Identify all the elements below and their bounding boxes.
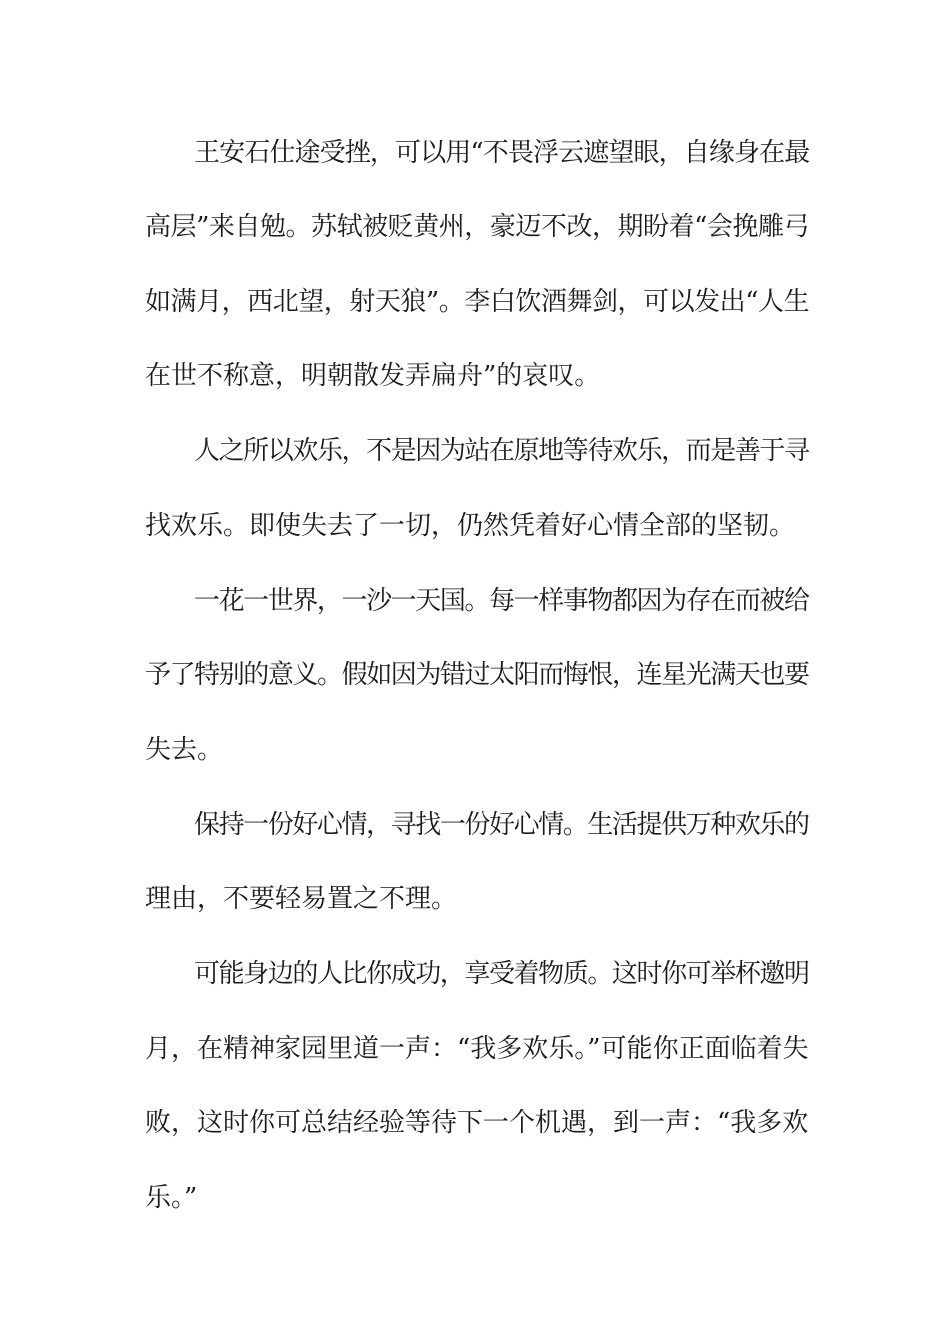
paragraph-2-line-2: 找欢乐。即使失去了一切，仍然凭着好心情全部的坚韧。 xyxy=(145,511,796,541)
paragraph-4-line-1: 保持一份好心情，寻找一份好心情。生活提供万种欢乐的 xyxy=(194,810,809,840)
paragraph-1-line-3: 如满月，西北望，射天狼”。李白饮酒舞剑，可以发出“人生 xyxy=(145,287,810,317)
paragraph-3-line-2: 予了特别的意义。假如因为错过太阳而悔恨，连星光满天也要 xyxy=(145,660,809,690)
paragraph-5-line-3: 败，这时你可总结经验等待下一个机遇，到一声：“我多欢 xyxy=(145,1108,809,1138)
paragraph-1-line-1: 王安石仕途受挫，可以用“不畏浮云遮望眼，自缘身在最 xyxy=(194,138,810,168)
paragraph-2-line-1: 人之所以欢乐，不是因为站在原地等待欢乐，而是善于寻 xyxy=(194,436,809,466)
paragraph-5-line-4: 乐。” xyxy=(145,1183,198,1213)
paragraph-5-line-1: 可能身边的人比你成功，享受着物质。这时你可举杯邀明 xyxy=(194,959,809,989)
paragraph-3-line-1: 一花一世界，一沙一天国。每一样事物都因为存在而被给 xyxy=(194,586,809,616)
paragraph-4-line-2: 理由，不要轻易置之不理。 xyxy=(145,884,458,914)
paragraph-1-line-2: 高层”来自勉。苏轼被贬黄州，豪迈不改，期盼着“会挽雕弓 xyxy=(145,212,810,242)
paragraph-3-line-3: 失去。 xyxy=(145,735,224,765)
paragraph-5-line-2: 月，在精神家园里道一声：“我多欢乐。”可能你正面临着失 xyxy=(145,1034,809,1064)
paragraph-1-line-4: 在世不称意，明朝散发弄扁舟”的哀叹。 xyxy=(145,361,601,391)
